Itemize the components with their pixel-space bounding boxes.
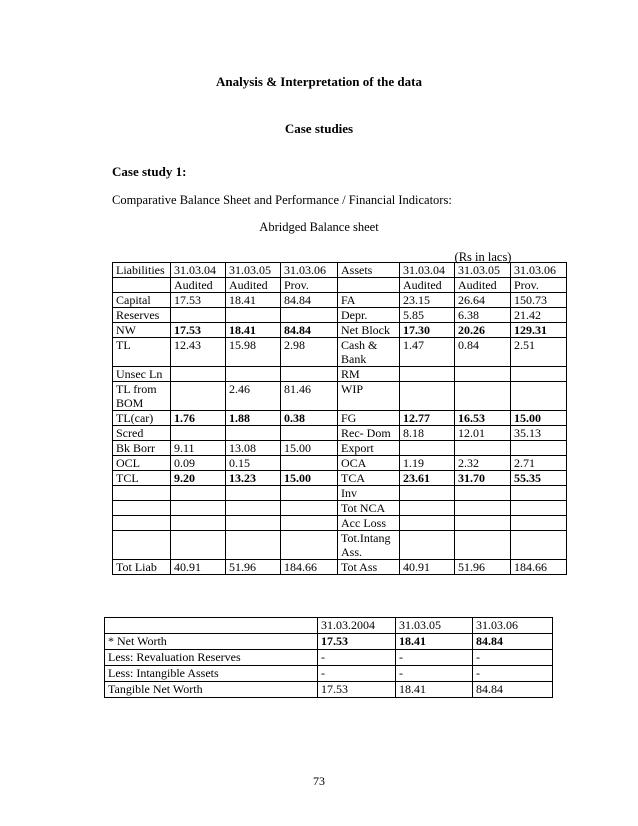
- table-cell: 184.66: [511, 560, 567, 575]
- table-cell: 31.03.06: [281, 263, 338, 278]
- table-cell: [226, 367, 281, 382]
- table-cell: [171, 367, 226, 382]
- table-cell: -: [318, 650, 396, 666]
- table-cell: Prov.: [281, 278, 338, 293]
- table-cell: Tangible Net Worth: [105, 682, 318, 698]
- table-row: [113, 456, 567, 471]
- table-cell: 31.03.04: [171, 263, 226, 278]
- table-cell: 6.38: [455, 308, 511, 323]
- table-cell: Less: Revaluation Reserves: [105, 650, 318, 666]
- table-cell: 15.00: [281, 471, 338, 486]
- table-cell: [113, 516, 171, 531]
- table-row: [113, 308, 567, 323]
- table-cell: Cash & Bank: [338, 338, 400, 367]
- table-cell: 17.53: [171, 293, 226, 308]
- table-cell: 2.46: [226, 382, 281, 411]
- table-cell: 1.88: [226, 411, 281, 426]
- table-cell: Audited: [400, 278, 455, 293]
- table-cell: Scred: [113, 426, 171, 441]
- table-cell: [455, 516, 511, 531]
- table-cell: [171, 501, 226, 516]
- table-cell: 84.84: [281, 323, 338, 338]
- table-cell: [511, 531, 567, 560]
- table-cell: [511, 486, 567, 501]
- table-cell: [400, 516, 455, 531]
- table-cell: 12.43: [171, 338, 226, 367]
- table-row: [113, 486, 567, 501]
- table-cell: 9.20: [171, 471, 226, 486]
- table-cell: Audited: [226, 278, 281, 293]
- table-row: [113, 323, 567, 338]
- table-cell: [455, 441, 511, 456]
- table-cell: [113, 278, 171, 293]
- table-cell: 15.98: [226, 338, 281, 367]
- table-cell: TCL: [113, 471, 171, 486]
- table-row: [113, 367, 567, 382]
- table-cell: 18.41: [396, 682, 473, 698]
- table-row: [113, 382, 567, 411]
- table-cell: TL from BOM: [113, 382, 171, 411]
- table-row: [113, 501, 567, 516]
- table-cell: 1.47: [400, 338, 455, 367]
- table-cell: WIP: [338, 382, 400, 411]
- table-caption: Abridged Balance sheet: [259, 220, 379, 234]
- table-cell: -: [396, 666, 473, 682]
- table-cell: 84.84: [473, 634, 553, 650]
- table-cell: Tot Ass: [338, 560, 400, 575]
- table-cell: [226, 531, 281, 560]
- table-cell: Unsec Ln: [113, 367, 171, 382]
- table-cell: 17.30: [400, 323, 455, 338]
- table-cell: Acc Loss: [338, 516, 400, 531]
- table-cell: [400, 531, 455, 560]
- table-cell: OCA: [338, 456, 400, 471]
- table-cell: Net Block: [338, 323, 400, 338]
- table-row: [113, 471, 567, 486]
- intro-text: Comparative Balance Sheet and Performance / Financial Indicators:: [112, 193, 452, 207]
- table-cell: Inv: [338, 486, 400, 501]
- table-cell: [281, 456, 338, 471]
- section-subtitle: Case studies: [284, 121, 354, 136]
- table-cell: [338, 278, 400, 293]
- table-cell: 40.91: [400, 560, 455, 575]
- table-cell: 84.84: [473, 682, 553, 698]
- table-cell: TL(car): [113, 411, 171, 426]
- table-cell: Reserves: [113, 308, 171, 323]
- table-cell: 15.00: [281, 441, 338, 456]
- table-cell: FA: [338, 293, 400, 308]
- table-cell: 31.70: [455, 471, 511, 486]
- table-cell: Tot Liab: [113, 560, 171, 575]
- tangible-net-worth-table: [104, 617, 553, 698]
- table-cell: [511, 441, 567, 456]
- table-row: [105, 682, 553, 698]
- table-cell: 13.08: [226, 441, 281, 456]
- table-cell: 1.76: [171, 411, 226, 426]
- table-cell: 2.98: [281, 338, 338, 367]
- table-cell: [400, 441, 455, 456]
- table-cell: [455, 486, 511, 501]
- table-cell: 26.64: [455, 293, 511, 308]
- table-cell: Audited: [455, 278, 511, 293]
- table-cell: [400, 486, 455, 501]
- table-cell: [113, 501, 171, 516]
- table-cell: 0.09: [171, 456, 226, 471]
- table-cell: Less: Intangible Assets: [105, 666, 318, 682]
- table-cell: Rec- Dom: [338, 426, 400, 441]
- table-cell: 31.03.05: [455, 263, 511, 278]
- table-cell: [455, 382, 511, 411]
- units-note: (Rs in lacs): [454, 250, 512, 264]
- table-cell: [171, 516, 226, 531]
- table-cell: -: [473, 666, 553, 682]
- table-cell: NW: [113, 323, 171, 338]
- table-cell: 51.96: [226, 560, 281, 575]
- table-cell: [511, 367, 567, 382]
- table-cell: Depr.: [338, 308, 400, 323]
- table-cell: [171, 308, 226, 323]
- table-cell: 40.91: [171, 560, 226, 575]
- table-cell: FG: [338, 411, 400, 426]
- table-cell: [226, 308, 281, 323]
- table-cell: 184.66: [281, 560, 338, 575]
- table-cell: 18.41: [396, 634, 473, 650]
- table-cell: 2.71: [511, 456, 567, 471]
- table-cell: 18.41: [226, 293, 281, 308]
- table-row: [105, 666, 553, 682]
- table-cell: 31.03.05: [226, 263, 281, 278]
- table-cell: 17.53: [318, 682, 396, 698]
- table-cell: 150.73: [511, 293, 567, 308]
- table-cell: [113, 486, 171, 501]
- table-cell: 20.26: [455, 323, 511, 338]
- table-cell: Capital: [113, 293, 171, 308]
- table-row: [113, 560, 567, 575]
- table-cell: [171, 382, 226, 411]
- table-row: [113, 293, 567, 308]
- table-cell: Export: [338, 441, 400, 456]
- table-cell: [171, 531, 226, 560]
- table-cell: [281, 531, 338, 560]
- table-cell: Liabilities: [113, 263, 171, 278]
- table-cell: [281, 308, 338, 323]
- table-cell: [455, 501, 511, 516]
- table-cell: Assets: [338, 263, 400, 278]
- table-cell: 84.84: [281, 293, 338, 308]
- table-cell: 55.35: [511, 471, 567, 486]
- table-cell: 9.11: [171, 441, 226, 456]
- table-cell: 12.77: [400, 411, 455, 426]
- table-row: [113, 411, 567, 426]
- table-cell: [113, 531, 171, 560]
- table-cell: 23.15: [400, 293, 455, 308]
- table-cell: [400, 367, 455, 382]
- table-cell: [281, 486, 338, 501]
- table-cell: [226, 426, 281, 441]
- table-cell: 17.53: [171, 323, 226, 338]
- table-cell: Prov.: [511, 278, 567, 293]
- table-cell: Audited: [171, 278, 226, 293]
- balance-sheet-table: [112, 262, 567, 575]
- table-cell: [226, 486, 281, 501]
- table-cell: 23.61: [400, 471, 455, 486]
- table-cell: 31.03.06: [473, 618, 553, 634]
- table-row: [113, 531, 567, 560]
- table-cell: 2.51: [511, 338, 567, 367]
- table-cell: [400, 501, 455, 516]
- table-row: [105, 650, 553, 666]
- table-cell: [171, 486, 226, 501]
- table-cell: [226, 501, 281, 516]
- table-cell: [511, 501, 567, 516]
- table-cell: 16.53: [455, 411, 511, 426]
- table-cell: [281, 367, 338, 382]
- table-header-row: [113, 263, 567, 278]
- table-cell: OCL: [113, 456, 171, 471]
- table-cell: 31.03.05: [396, 618, 473, 634]
- table-cell: 31.03.2004: [318, 618, 396, 634]
- table-cell: [511, 382, 567, 411]
- table-row: [113, 516, 567, 531]
- table-cell: Tot NCA: [338, 501, 400, 516]
- table-cell: 18.41: [226, 323, 281, 338]
- table-cell: 35.13: [511, 426, 567, 441]
- table-row: [113, 441, 567, 456]
- table-row: [113, 426, 567, 441]
- table-cell: 13.23: [226, 471, 281, 486]
- table-cell: 8.18: [400, 426, 455, 441]
- table-cell: 0.15: [226, 456, 281, 471]
- table-cell: 31.03.06: [511, 263, 567, 278]
- table-cell: Tot.Intang Ass.: [338, 531, 400, 560]
- table-cell: [455, 367, 511, 382]
- table-cell: * Net Worth: [105, 634, 318, 650]
- table-cell: TCA: [338, 471, 400, 486]
- table-subheader-row: [113, 278, 567, 293]
- page-number: 73: [313, 774, 325, 788]
- table-cell: RM: [338, 367, 400, 382]
- table-cell: 0.84: [455, 338, 511, 367]
- table-cell: 1.19: [400, 456, 455, 471]
- table-cell: TL: [113, 338, 171, 367]
- table-cell: 129.31: [511, 323, 567, 338]
- table-cell: 81.46: [281, 382, 338, 411]
- table-cell: 2.32: [455, 456, 511, 471]
- table-cell: [281, 426, 338, 441]
- table-cell: [171, 426, 226, 441]
- table-cell: 15.00: [511, 411, 567, 426]
- table-cell: [281, 516, 338, 531]
- table-cell: [281, 501, 338, 516]
- table-cell: [400, 382, 455, 411]
- table-cell: 0.38: [281, 411, 338, 426]
- table-cell: [105, 618, 318, 634]
- table-cell: 21.42: [511, 308, 567, 323]
- table-row: [105, 634, 553, 650]
- table-cell: [226, 516, 281, 531]
- case-study-heading: Case study 1:: [112, 164, 187, 179]
- table-cell: 17.53: [318, 634, 396, 650]
- table-cell: 51.96: [455, 560, 511, 575]
- page-title: Analysis & Interpretation of the data: [216, 74, 422, 89]
- table-cell: 5.85: [400, 308, 455, 323]
- table-cell: -: [396, 650, 473, 666]
- table-row: [113, 338, 567, 367]
- table-cell: [511, 516, 567, 531]
- table-header-row: [105, 618, 553, 634]
- table-cell: 12.01: [455, 426, 511, 441]
- table-cell: Bk Borr: [113, 441, 171, 456]
- table-cell: [455, 531, 511, 560]
- table-cell: 31.03.04: [400, 263, 455, 278]
- table-cell: -: [318, 666, 396, 682]
- table-cell: -: [473, 650, 553, 666]
